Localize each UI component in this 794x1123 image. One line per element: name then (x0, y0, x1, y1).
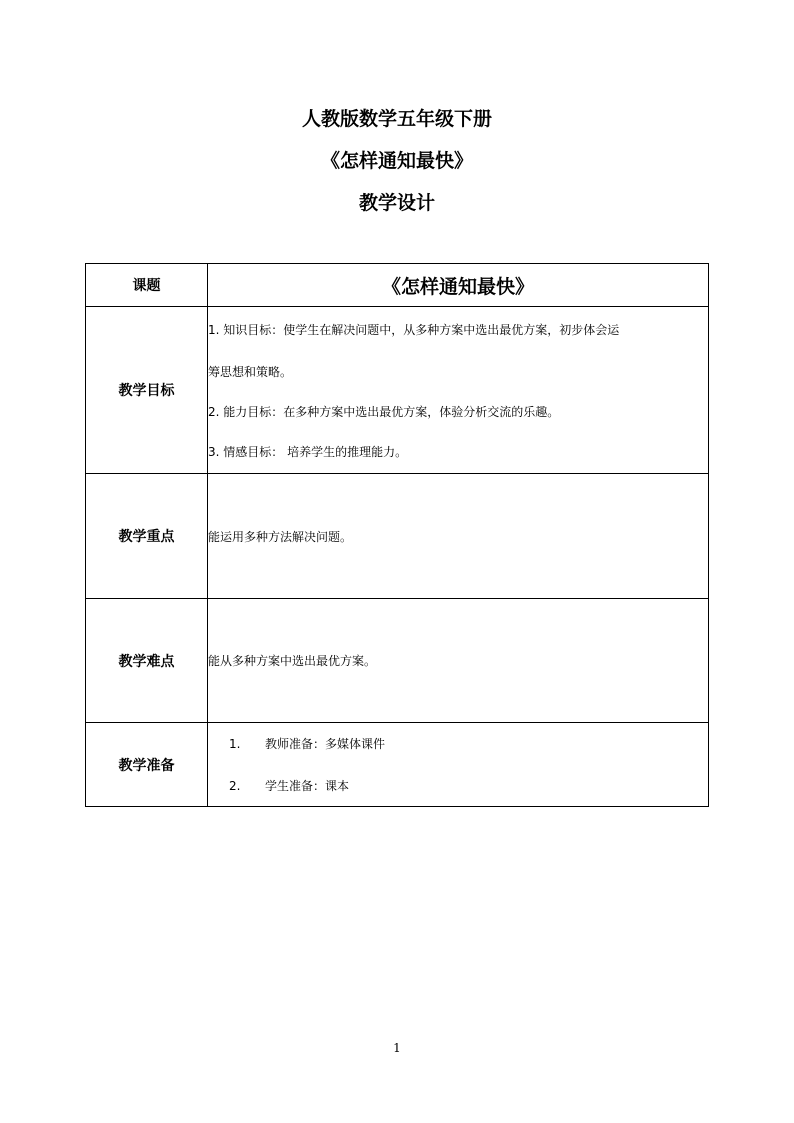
table-row-topic (86, 264, 709, 307)
table-row-objectives (86, 307, 709, 474)
document-title-type: 教学设计 (358, 192, 435, 214)
objective-ability-line: 2. 能力目标：在多种方案中选出最优方案，体验分析交流的乐趣。 (208, 405, 560, 419)
list-item-number: 1. (229, 736, 241, 751)
list-item (208, 734, 708, 754)
objective-emotion-line: 3. 情感目标： 培养学生的推理能力。 (208, 445, 408, 459)
list-item-text: 学生准备：课本 (265, 778, 350, 793)
table-row-difficulties (86, 599, 709, 723)
list-item-text: 教师准备：多媒体课件 (265, 736, 386, 751)
objective-knowledge-continuation: 筹思想和策略。 (208, 365, 293, 379)
table-row-key-points (86, 474, 709, 599)
preparation-cell (208, 723, 709, 807)
preparation-label: 教学准备 (86, 723, 208, 807)
objectives-label: 教学目标 (86, 307, 208, 474)
topic-title: 《怎样通知最快》 (381, 275, 534, 298)
page-number: 1 (393, 1041, 401, 1055)
lesson-design-table (85, 263, 709, 807)
topic-cell (208, 264, 709, 307)
topic-label: 课题 (86, 264, 208, 307)
difficulties-text: 能从多种方案中选出最优方案。 (208, 599, 709, 723)
document-title-lesson: 《怎样通知最快》 (320, 150, 473, 172)
document-title-grade: 人教版数学五年级下册 (301, 108, 492, 130)
table-row-preparation (86, 723, 709, 807)
key-points-label: 教学重点 (86, 474, 208, 599)
objectives-cell (208, 307, 709, 474)
list-item-number: 2. (229, 778, 241, 793)
difficulties-label: 教学难点 (86, 599, 208, 723)
objective-knowledge-line: 1. 知识目标：使学生在解决问题中，从多种方案中选出最优方案，初步体会运 (208, 323, 620, 337)
list-item (208, 776, 708, 796)
key-points-text: 能运用多种方法解决问题。 (208, 474, 709, 599)
